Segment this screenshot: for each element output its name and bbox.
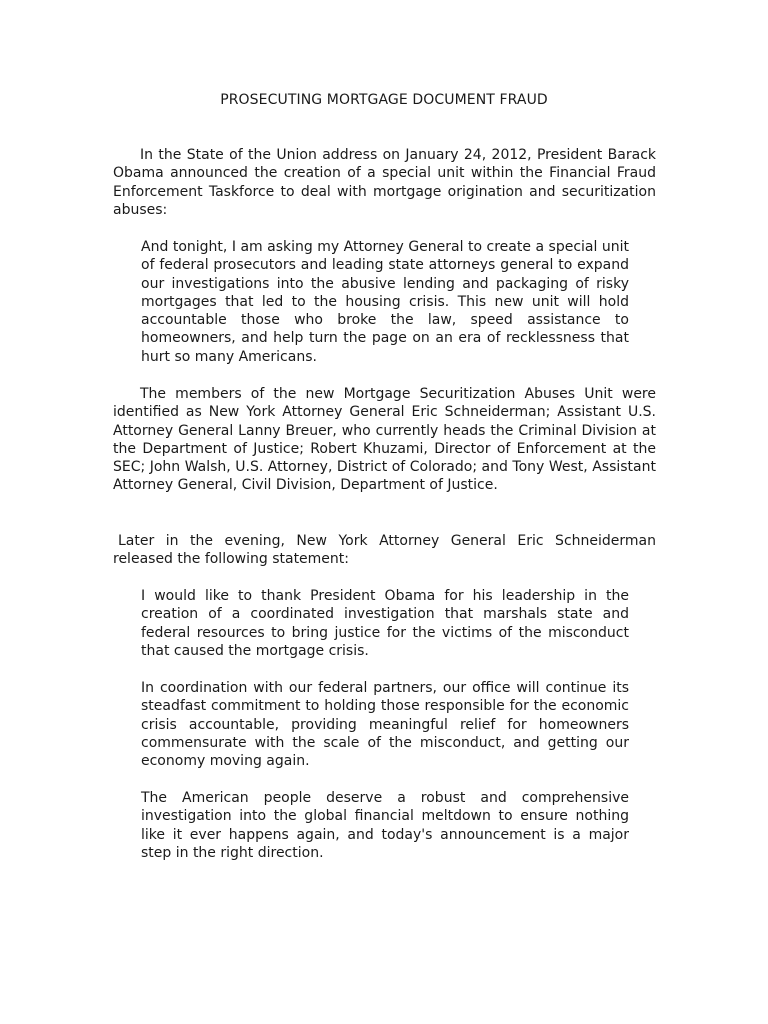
quote-statement-thanks: I would like to thank President Obama for his leadership in the creation of a coordinated investigation that marshals state and federal resources to bring justice for the victims of the misconduct that caused the mortgage crisis. [141,588,629,659]
document-title: PROSECUTING MORTGAGE DOCUMENT FRAUD [220,92,548,108]
quote-statement-coordination: In coordination with our federal partners, our office will continue its steadfast commitment to holding those responsible for the economic crisis accountable, providing meaningful relief for homeowners commensurate with the scale of the misconduct, and getting our economy moving again. [141,680,629,770]
quote-obama-speech: And tonight, I am asking my Attorney General to create a special unit of federal prosecutors and leading state attorneys general to expand our investigations into the abusive lending and packaging of risky mortgages that led to the housing crisis. This new unit will hold accountable those who broke the law, speed assistance to homeowners, and help turn the page on an era of recklessness that hurt so many Americans. [141,239,629,365]
paragraph-sotu-announcement: In the State of the Union address on January 24, 2012, President Barack Obama announced the creation of a special unit within the Financial Fraud Enforcement Taskforce to deal with mortgage origination and securitization abuses: [113,147,656,218]
paragraph-unit-members: The members of the new Mortgage Securitization Abuses Unit were identified as New York Attorney General Eric Schneiderman; Assistant U.S. Attorney General Lanny Breuer, who currently heads the Criminal Division at the Department of Justice; Robert Khuzami, Director of Enforcement at the SEC; John Walsh, U.S. Attorney, District of Colorado; and Tony West, Assistant Attorney General, Civil Division, Department of Justice. [113,386,656,494]
quote-statement-american-people: The American people deserve a robust and comprehensive investigation into the global financial meltdown to ensure nothing like it ever happens again, and today's announcement is a major step in the right direction. [141,790,629,861]
paragraph-schneiderman-statement-intro: Later in the evening, New York Attorney General Eric Schneiderman released the following statement: [113,533,656,568]
